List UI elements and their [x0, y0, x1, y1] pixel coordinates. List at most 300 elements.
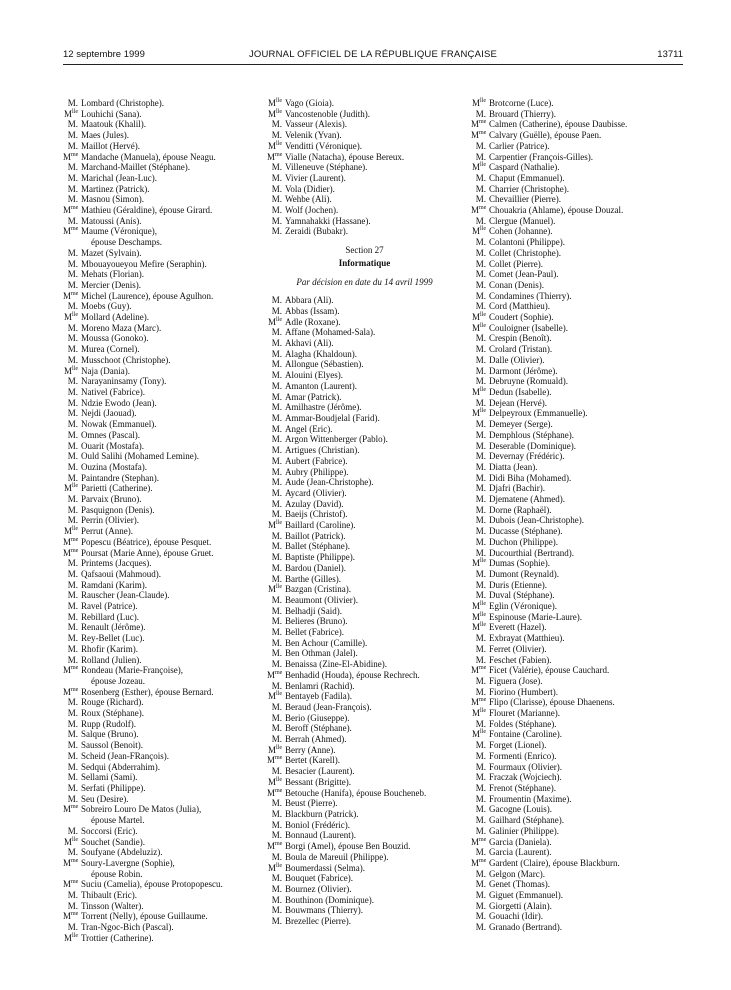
entry-title: M. — [67, 772, 78, 783]
list-entry — [63, 344, 258, 355]
list-entry — [471, 804, 683, 815]
header-title: JOURNAL OFFICIEL DE LA RÉPUBLIQUE FRANÇAISE — [248, 49, 498, 60]
list-entry — [267, 317, 462, 328]
list-entry — [63, 911, 258, 922]
entry-name: Parvaix (Bruno). — [81, 494, 142, 505]
entry-title: M. — [67, 344, 78, 355]
list-entry — [267, 713, 462, 724]
list-entry — [267, 327, 462, 338]
list-entry — [471, 152, 683, 163]
list-entry — [63, 430, 258, 441]
entry-title: $M^{lle}$ — [267, 776, 282, 787]
entry-name: Sellami (Sami). — [81, 772, 138, 783]
entry-name: Ducasse (Stéphane). — [489, 526, 563, 537]
entry-title: M. — [271, 487, 282, 498]
entry-title: M. — [475, 108, 486, 119]
list-entry — [267, 467, 462, 478]
entry-title: M. — [271, 172, 282, 183]
entry-title: $M^{lle}$ — [471, 708, 486, 719]
list-entry — [267, 413, 462, 424]
entry-title: M. — [475, 686, 486, 697]
list-entry — [63, 323, 258, 334]
entry-name: Besacier (Laurent). — [285, 766, 355, 777]
entry-title: $M^{lle}$ — [267, 862, 282, 873]
entry-title: M. — [67, 494, 78, 505]
entry-title: M. — [475, 419, 486, 430]
entry-name: Blackburn (Patrick). — [285, 809, 359, 819]
entry-name: Beroff (Stéphane). — [285, 723, 352, 734]
list-entry — [63, 612, 258, 623]
list-entry — [267, 434, 462, 445]
entry-title: M. — [67, 922, 78, 933]
entry-title: M. — [67, 783, 78, 793]
entry-title: M. — [67, 793, 78, 804]
list-entry — [267, 777, 462, 788]
entry-title: M. — [67, 397, 78, 408]
entry-title: M. — [475, 515, 486, 526]
entry-name: Crolard (Tristan). — [489, 344, 553, 355]
entry-name: Baptiste (Philippe). — [285, 552, 355, 563]
page-header — [63, 49, 683, 63]
list-entry — [63, 569, 258, 580]
entry-name: Beaumont (Olivier). — [285, 594, 358, 605]
entry-name: Rondeau (Marie-Françoise), — [81, 665, 183, 676]
entry-title: $M^{me}$ — [63, 911, 79, 922]
list-entry — [471, 473, 683, 484]
list-entry — [471, 483, 683, 494]
list-entry — [267, 574, 462, 585]
entry-title: M. — [475, 718, 486, 729]
list-entry — [267, 734, 462, 745]
entry-name: Ouarit (Mostafa). — [81, 440, 144, 451]
entry-name: Amilhastre (Jérôme). — [285, 402, 362, 413]
list-entry — [63, 890, 258, 901]
list-entry — [471, 419, 683, 430]
entry-title: M. — [475, 536, 486, 547]
list-entry — [267, 852, 462, 863]
list-entry — [63, 98, 258, 109]
list-entry — [471, 98, 683, 109]
entry-name: Maillot (Hervé). — [81, 140, 140, 151]
entry-title: M. — [475, 590, 486, 601]
entry-name: Vago (Gioia). — [285, 98, 334, 108]
entry-name: Dalle (Olivier). — [489, 354, 545, 365]
entry-title: M. — [475, 579, 486, 590]
entry-title: M. — [271, 648, 282, 659]
entry-name: Abbara (Ali). — [285, 295, 334, 306]
entry-name: Duchon (Philippe). — [489, 536, 558, 547]
list-entry — [267, 488, 462, 499]
entry-name: Qafsaoui (Mahmoud). — [81, 568, 161, 579]
entry-name: Bentayeb (Fadila). — [285, 691, 352, 702]
list-entry — [63, 473, 258, 484]
entry-name: Maatouk (Khalil). — [81, 119, 146, 130]
entry-title: M. — [271, 423, 282, 434]
list-entry — [63, 847, 258, 858]
entry-title: $M^{lle}$ — [63, 483, 78, 494]
list-entry — [471, 376, 683, 387]
list-entry — [471, 590, 683, 601]
entry-title: M. — [475, 633, 486, 644]
entry-name: Azulay (David). — [285, 498, 344, 509]
entry-name: Mbouayoueyou Mefire (Seraphin). — [81, 258, 207, 269]
list-entry — [63, 173, 258, 184]
entry-title: M. — [67, 740, 78, 751]
entry-name: Gouachi (Idir). — [489, 911, 543, 922]
entry-title: M. — [475, 461, 486, 472]
list-entry — [63, 141, 258, 152]
entry-name: Duval (Stéphane). — [489, 590, 555, 601]
entry-title: M. — [67, 215, 78, 226]
entry-name: Matoussi (Anis). — [81, 215, 142, 226]
list-entry — [267, 370, 462, 381]
entry-title: M. — [475, 237, 486, 248]
entry-title: M. — [67, 761, 78, 772]
entry-name: Ben Othman (Jalel). — [285, 648, 358, 659]
list-entry — [267, 477, 462, 488]
column-2-list-after — [267, 295, 462, 926]
list-entry — [267, 152, 462, 163]
entry-name: Berio (Giuseppe). — [285, 712, 350, 723]
entry-name: Roux (Stéphane). — [81, 708, 144, 719]
entry-title: M. — [67, 825, 78, 836]
entry-name: Frenot (Stéphane). — [489, 783, 556, 793]
entry-name: Chaput (Emmanuel). — [489, 172, 565, 183]
entry-title: M. — [67, 140, 78, 151]
entry-title: M. — [271, 541, 282, 552]
entry-title: M. — [271, 327, 282, 338]
list-entry — [267, 499, 462, 510]
entry-title: M. — [271, 183, 282, 194]
entry-title: M. — [271, 894, 282, 905]
entry-title: M. — [271, 680, 282, 691]
entry-name: Brouard (Thierry). — [489, 108, 556, 119]
list-entry — [471, 569, 683, 580]
entry-name: Boniol (Frédéric). — [285, 819, 350, 830]
list-entry — [267, 349, 462, 360]
list-entry — [267, 584, 462, 595]
entry-name: Rupp (Rudolf). — [81, 718, 136, 729]
entry-name: Bouwmans (Thierry). — [285, 905, 363, 916]
entry-name: Bouthinon (Dominique). — [285, 894, 374, 905]
entry-name: Allongue (Sébastien). — [285, 359, 364, 370]
entry-title: $M^{lle}$ — [267, 316, 282, 327]
entry-continuation: épouse Deschamps. — [91, 237, 162, 248]
list-entry — [267, 162, 462, 173]
entry-title: M. — [271, 605, 282, 616]
entry-name: Fontaine (Caroline). — [489, 729, 562, 740]
entry-name: Charrier (Christophe). — [489, 183, 569, 194]
entry-name: Coudert (Sophie). — [489, 312, 554, 323]
list-entry — [63, 804, 258, 815]
entry-title: $M^{lle}$ — [471, 622, 486, 633]
list-entry — [471, 601, 683, 612]
entry-name: Debruyne (Romuald). — [489, 376, 568, 387]
list-entry — [63, 783, 258, 794]
entry-title: M. — [475, 247, 486, 258]
list-entry — [471, 869, 683, 880]
entry-title: M. — [67, 440, 78, 451]
entry-title: M. — [271, 162, 282, 173]
entry-name: Gailhard (Stéphane). — [489, 815, 564, 826]
list-entry — [267, 766, 462, 777]
list-entry — [471, 515, 683, 526]
entry-name: Demeyer (Serge). — [489, 419, 553, 430]
list-entry — [471, 783, 683, 794]
entry-name: Colantoni (Philippe). — [489, 237, 565, 248]
entry-name: Moebs (Guy). — [81, 301, 132, 312]
list-entry — [267, 531, 462, 542]
entry-title: M. — [67, 162, 78, 173]
list-entry — [267, 723, 462, 734]
entry-title: M. — [475, 868, 486, 879]
entry-title: M. — [271, 391, 282, 402]
entry-title: M. — [271, 562, 282, 573]
entry-name: Giguet (Emmanuel). — [489, 890, 563, 901]
list-entry — [267, 392, 462, 403]
list-entry — [267, 563, 462, 574]
entry-name: Aycard (Olivier). — [285, 487, 347, 498]
list-entry — [471, 216, 683, 227]
entry-name: Tran-Ngoc-Bich (Pascal). — [81, 922, 174, 933]
entry-name: Galinier (Philippe). — [489, 825, 559, 836]
entry-title: M. — [67, 429, 78, 440]
entry-name: Nejdi (Jaouad). — [81, 408, 137, 419]
entry-name: Rolland (Julien). — [81, 654, 142, 665]
list-entry — [267, 830, 462, 841]
entry-name: Murea (Cornel). — [81, 344, 140, 355]
entry-name: Paintandre (Stephan). — [81, 472, 159, 483]
entry-title: $M^{me}$ — [471, 857, 487, 868]
entry-title: $M^{me}$ — [471, 205, 487, 216]
list-entry — [63, 537, 258, 548]
list-entry — [267, 691, 462, 702]
entry-name: Alouini (Elyes). — [285, 370, 343, 381]
entry-title: M. — [271, 412, 282, 423]
entry-title: M. — [475, 922, 486, 933]
entry-name: Vialle (Natacha), épouse Bereux. — [285, 151, 405, 162]
list-entry — [63, 441, 258, 452]
list-entry — [471, 729, 683, 740]
entry-name: Serfati (Philippe). — [81, 783, 146, 793]
entry-title: $M^{me}$ — [63, 205, 79, 216]
entry-name: Fraczak (Wojciech). — [489, 772, 562, 783]
entry-title: M. — [475, 183, 486, 194]
list-entry — [471, 922, 683, 933]
entry-name: Mehats (Florian). — [81, 269, 144, 280]
entry-title: M. — [271, 798, 282, 809]
list-entry — [267, 194, 462, 205]
list-entry — [471, 697, 683, 708]
entry-title: M. — [67, 590, 78, 601]
entry-title: $M^{me}$ — [267, 151, 283, 162]
entry-title: M. — [271, 627, 282, 638]
entry-title: M. — [67, 718, 78, 729]
list-entry — [267, 541, 462, 552]
entry-title: M. — [475, 847, 486, 858]
header-date: 12 septembre 1999 — [63, 49, 145, 60]
entry-name: Belieres (Bruno). — [285, 616, 348, 627]
entry-name: Baillard (Caroline). — [285, 520, 356, 531]
entry-name: Soury-Lavergne (Sophie), — [81, 857, 175, 868]
list-entry — [267, 627, 462, 638]
entry-title: $M^{lle}$ — [267, 744, 282, 755]
list-entry — [63, 515, 258, 526]
section-decision: Par décision en date du 14 avril 1999 — [296, 276, 433, 287]
list-entry — [267, 895, 462, 906]
entry-name: Affane (Mohamed-Sala). — [285, 327, 376, 338]
entry-name: Mollard (Adeline). — [81, 312, 149, 323]
list-entry — [267, 205, 462, 216]
list-entry — [63, 622, 258, 633]
list-entry — [471, 526, 683, 537]
entry-name: Naja (Dania). — [81, 365, 130, 376]
entry-name: Ravel (Patrice). — [81, 601, 138, 612]
list-entry — [471, 301, 683, 312]
list-entry — [267, 616, 462, 627]
entry-name: Louhichi (Sana). — [81, 108, 142, 119]
entry-name: Mazet (Sylvain). — [81, 247, 142, 258]
entry-name: Perrut (Anne). — [81, 526, 133, 537]
list-entry — [63, 558, 258, 569]
entry-name: Foldes (Stéphane). — [489, 718, 557, 729]
entry-name: Saussol (Benoit). — [81, 740, 143, 751]
list-entry — [471, 676, 683, 687]
entry-title: M. — [271, 498, 282, 509]
entry-title: M. — [475, 815, 486, 826]
entry-name: Ballet (Stéphane). — [285, 541, 350, 552]
entry-name: Fiorino (Humbert). — [489, 686, 558, 697]
list-entry — [471, 205, 683, 216]
list-entry — [471, 687, 683, 698]
entry-title: M. — [67, 643, 78, 654]
list-entry — [63, 719, 258, 730]
entry-title: M. — [67, 601, 78, 612]
list-entry — [63, 355, 258, 366]
entry-name: Bouquet (Fabrice). — [285, 873, 353, 884]
entry-title: M. — [475, 825, 486, 836]
list-entry — [471, 837, 683, 848]
list-entry — [63, 751, 258, 762]
list-entry — [63, 601, 258, 612]
header-rule — [63, 64, 683, 65]
list-entry — [471, 858, 683, 869]
list-entry — [471, 708, 683, 719]
list-entry — [471, 719, 683, 730]
entry-title: M. — [67, 247, 78, 258]
entry-title: M. — [271, 295, 282, 306]
entry-name: Collet (Pierre). — [489, 258, 543, 269]
entry-name: Seu (Desire). — [81, 793, 129, 804]
entry-name: Soufyane (Abdeluziz). — [81, 847, 163, 858]
entry-title: M. — [271, 205, 282, 216]
list-entry — [267, 595, 462, 606]
entry-name: Angel (Eric). — [285, 423, 333, 434]
entry-title: M. — [271, 809, 282, 819]
entry-name: Figuera (Jose). — [489, 675, 543, 686]
entry-title: M. — [271, 916, 282, 927]
list-entry — [63, 398, 258, 409]
entry-name: Ducourthial (Bertrand). — [489, 547, 574, 558]
entry-title: M. — [67, 633, 78, 644]
entry-title: M. — [271, 380, 282, 391]
entry-title: M. — [271, 359, 282, 370]
list-entry — [471, 558, 683, 569]
list-entry — [471, 622, 683, 633]
entry-title: M. — [67, 708, 78, 719]
entry-title: M. — [271, 305, 282, 316]
list-entry — [267, 670, 462, 681]
entry-title: M. — [67, 333, 78, 344]
list-entry — [471, 815, 683, 826]
list-entry — [63, 259, 258, 270]
list-entry — [267, 509, 462, 520]
entry-title: M. — [67, 579, 78, 590]
entry-name: Baillot (Patrick). — [285, 530, 346, 541]
entry-name: Garcia (Daniela). — [489, 836, 552, 847]
list-entry — [63, 483, 258, 494]
list-entry — [471, 430, 683, 441]
entry-title: $M^{lle}$ — [471, 386, 486, 397]
entry-name: Mercier (Denis). — [81, 279, 141, 290]
entry-title: M. — [475, 783, 486, 793]
entry-name: Collet (Christophe). — [489, 247, 561, 258]
list-entry — [267, 338, 462, 349]
entry-title: $M^{me}$ — [63, 857, 79, 868]
list-entry — [63, 269, 258, 280]
entry-title: M. — [67, 269, 78, 280]
entry-name: Giorgetti (Alain). — [489, 900, 552, 911]
list-entry — [471, 901, 683, 912]
entry-name: Brezellec (Pierre). — [285, 916, 351, 927]
entry-name: Djafri (Bachir). — [489, 483, 545, 494]
entry-name: Baeijs (Christof). — [285, 509, 348, 520]
entry-name: Pasquignon (Denis). — [81, 504, 155, 515]
entry-title: M. — [271, 348, 282, 359]
entry-title: M. — [475, 900, 486, 911]
entry-name: Berry (Anne). — [285, 744, 336, 755]
entry-name: Mathieu (Géraldine), épouse Girard. — [81, 205, 213, 216]
entry-title: $M^{lle}$ — [267, 691, 282, 702]
entry-name: Beraud (Jean-François). — [285, 701, 372, 712]
list-entry — [63, 644, 258, 655]
entry-name: Rosenberg (Esther), épouse Bernard. — [81, 686, 214, 697]
entry-name: Duris (Etienne). — [489, 579, 547, 590]
entry-title: M. — [475, 279, 486, 290]
entry-name: Flipo (Clarisse), épouse Dhaenens. — [489, 697, 615, 708]
entry-name: Ben Achour (Camille). — [285, 637, 368, 648]
entry-name: Calvary (Guëlle), épouse Paen. — [489, 130, 602, 141]
entry-name: Vola (Didier). — [285, 183, 335, 194]
entry-title: M. — [67, 558, 78, 569]
entry-title: $M^{lle}$ — [471, 408, 486, 419]
entry-title: M. — [67, 194, 78, 205]
list-entry — [63, 419, 258, 430]
list-entry — [63, 494, 258, 505]
entry-title: M. — [271, 130, 282, 141]
entry-title: $M^{me}$ — [267, 787, 283, 798]
list-entry — [63, 505, 258, 516]
list-entry — [471, 408, 683, 419]
entry-title: M. — [475, 879, 486, 890]
entry-name: Souchet (Sandie). — [81, 836, 145, 847]
list-entry — [471, 269, 683, 280]
entry-title: M. — [271, 509, 282, 520]
entry-title: $M^{lle}$ — [63, 836, 78, 847]
list-entry — [267, 109, 462, 120]
entry-name: Torrent (Nelly), épouse Guillaume. — [81, 911, 208, 922]
list-entry — [267, 226, 462, 237]
